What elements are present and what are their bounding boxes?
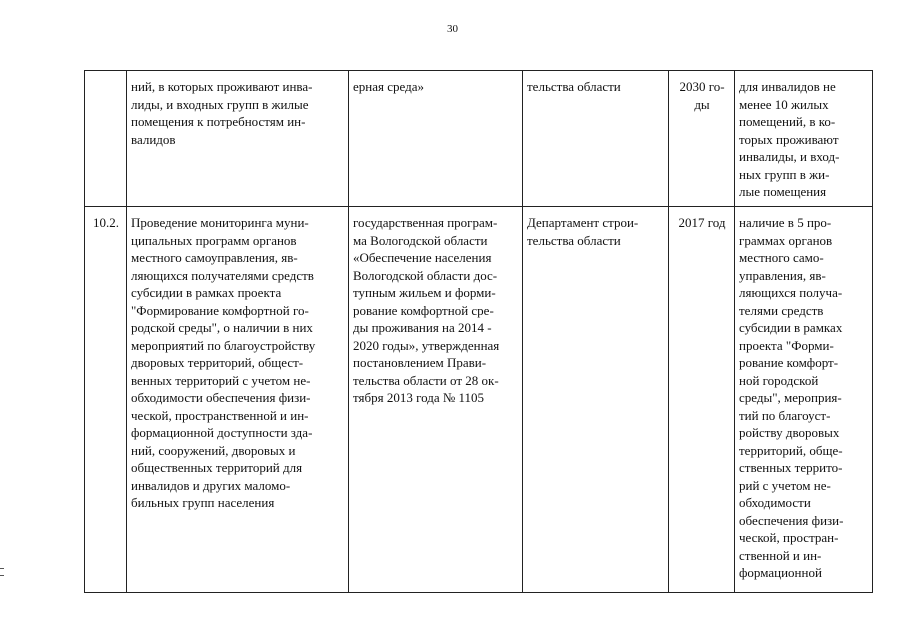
page-number: 30 <box>447 23 458 35</box>
event-cell: Проведение мониторинга муни- ципальных программ органов местного самоуправления, яв- ляющихся получателями средств субсидии в рамках проекта "Формирование комфортной го- родской среды", о наличии в них мероприятий по благоустройству дворовых территорий, общест- венных территорий с учетом не- обходимости обеспечения физи- ческой, пространственной и ин- формационной доступности зда- ний, сооружений, дворовых и общественных территорий для инвалидов и других маломо- бильных групп населения <box>127 207 349 593</box>
executor-cell: Департамент строи- тельства области <box>523 207 669 593</box>
table-row <box>85 207 873 593</box>
item-number-cell: 10.2. <box>85 207 127 593</box>
indicator-cell: наличие в 5 про- граммах органов местного само- управления, яв- ляющихся получа- телями средств субсидии в рамках проекта "Форми- рование комфорт- ной городской среды", мероприя- тий по благоуст- ройству дворовых территорий, обще- ственных террито- рий с учетом не- обходимости обеспечения физи- ческой, простран- ственной и ин- формационной <box>735 207 873 593</box>
scan-edge-mark <box>0 568 4 576</box>
item-number-cell <box>85 71 127 207</box>
indicator-cell: для инвалидов не менее 10 жилых помещений, в ко- торых проживают инвалиды, и вход- ных групп в жи- лые помещения <box>735 71 873 207</box>
program-cell: государственная програм- ма Вологодской области «Обеспечение населения Вологодской области дос- тупным жильем и форми- рование комфортной сре- ды проживания на 2014 - 2020 годы», утвержденная постановлением Прави- тельства области от 28 ок- тября 2013 года № 1105 <box>349 207 523 593</box>
measures-table <box>84 70 873 593</box>
term-cell: 2030 го- ды <box>669 71 735 207</box>
program-cell: ерная среда» <box>349 71 523 207</box>
term-cell: 2017 год <box>669 207 735 593</box>
executor-cell: тельства области <box>523 71 669 207</box>
table-row <box>85 71 873 207</box>
event-cell: ний, в которых проживают инва- лиды, и входных групп в жилые помещения к потребностям ин- валидов <box>127 71 349 207</box>
